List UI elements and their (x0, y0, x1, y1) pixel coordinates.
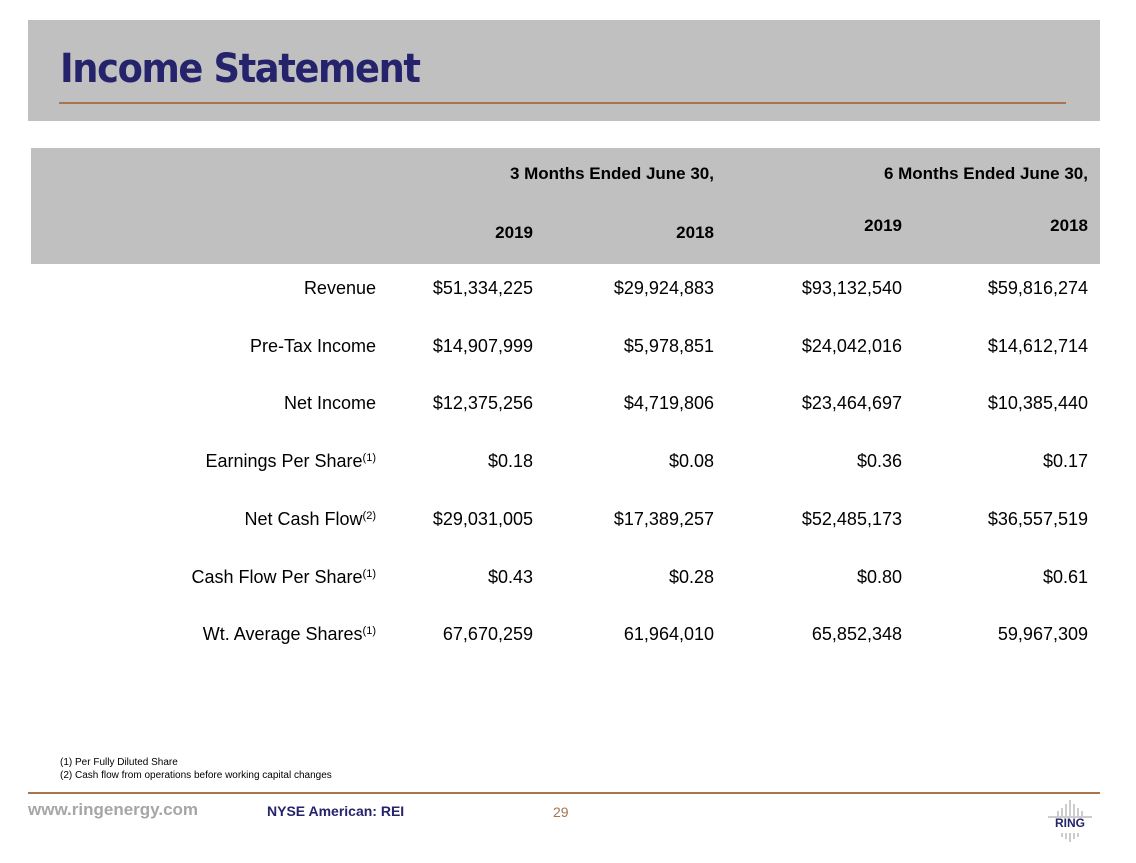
row-label: Net Income (283, 393, 376, 413)
cell-6m-2019: $23,464,697 (801, 393, 902, 413)
cell-6m-2018: $59,816,274 (987, 278, 1088, 298)
group-header-3-months: 3 Months Ended June 30, (509, 164, 714, 183)
title-band (28, 20, 1100, 121)
row-label: Wt. Average Shares$^{(1)}$ (202, 624, 376, 644)
cell-6m-2019: $0.36 (856, 451, 902, 471)
year-header-6m-2018: 2018 (1050, 216, 1088, 235)
cell-3m-2018: $17,389,257 (613, 509, 714, 529)
cell-3m-2019: $29,031,005 (432, 509, 533, 529)
cell-3m-2019: $12,375,256 (432, 393, 533, 413)
table-row-revenue (0, 278, 1136, 302)
group-header-6-months: 6 Months Ended June 30, (883, 164, 1088, 183)
cell-3m-2018: $0.28 (668, 567, 714, 587)
footnotes (60, 756, 332, 782)
cell-3m-2018: $29,924,883 (613, 278, 714, 298)
year-header-6m-2019: 2019 (864, 216, 902, 235)
cell-3m-2019: $0.43 (487, 567, 533, 587)
table-row-eps (0, 451, 1136, 475)
footnote-1: (1) Per Fully Diluted Share (60, 757, 178, 768)
stock-ticker: NYSE American: REI (267, 803, 405, 819)
title-underline (59, 102, 1066, 104)
cell-6m-2018: $0.17 (1042, 451, 1088, 471)
table-row-wt-average-shares (0, 624, 1136, 648)
table-row-net-cash-flow (0, 509, 1136, 533)
row-label: Cash Flow Per Share$^{(1)}$ (191, 567, 376, 587)
cell-6m-2018: $10,385,440 (987, 393, 1088, 413)
cell-3m-2018: $4,719,806 (623, 393, 714, 413)
cell-3m-2018: $5,978,851 (623, 336, 714, 356)
cell-6m-2019: $52,485,173 (801, 509, 902, 529)
cell-3m-2018: 61,964,010 (623, 624, 714, 644)
year-header-3m-2018: 2018 (676, 223, 714, 242)
table-row-net-income (0, 393, 1136, 417)
logo-wordmark: RING (1055, 816, 1085, 830)
footer-divider (28, 792, 1100, 794)
cell-6m-2018: $36,557,519 (987, 509, 1088, 529)
row-label: Pre-Tax Income (249, 336, 376, 356)
cell-6m-2019: $24,042,016 (801, 336, 902, 356)
table-row-cash-flow-per-share (0, 567, 1136, 591)
page-title: Income Statement (60, 46, 420, 92)
footnote-2: (2) Cash flow from operations before working capital changes (60, 770, 332, 781)
row-label: Net Cash Flow$^{(2)}$ (244, 509, 376, 529)
row-label: Earnings Per Share$^{(1)}$ (205, 451, 376, 471)
cell-6m-2019: 65,852,348 (811, 624, 902, 644)
cell-3m-2019: $51,334,225 (432, 278, 533, 298)
table-row-pretax-income (0, 336, 1136, 360)
cell-6m-2018: $0.61 (1042, 567, 1088, 587)
cell-6m-2018: 59,967,309 (997, 624, 1088, 644)
website-link[interactable]: www.ringenergy.com (28, 800, 199, 819)
row-label: Revenue (303, 278, 376, 298)
cell-6m-2019: $93,132,540 (801, 278, 902, 298)
cell-3m-2018: $0.08 (668, 451, 714, 471)
page-number: 29 (553, 804, 569, 820)
cell-3m-2019: $14,907,999 (432, 336, 533, 356)
cell-3m-2019: 67,670,259 (442, 624, 533, 644)
year-header-3m-2019: 2019 (495, 223, 533, 242)
cell-6m-2019: $0.80 (856, 567, 902, 587)
cell-3m-2019: $0.18 (487, 451, 533, 471)
cell-6m-2018: $14,612,714 (987, 336, 1088, 356)
ring-energy-logo (1040, 796, 1100, 844)
